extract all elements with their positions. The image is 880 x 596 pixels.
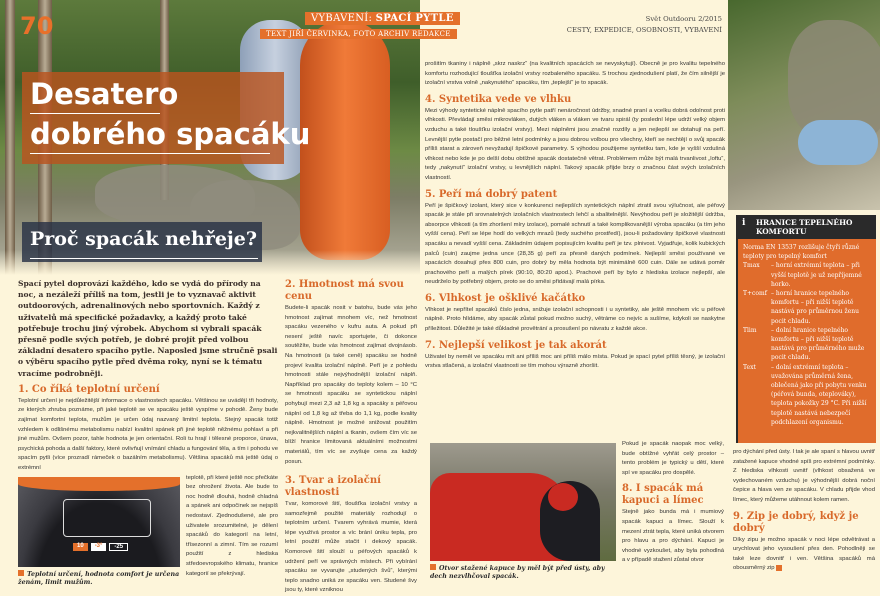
temperature-definition: – horní hranice tepelného komfortu – při nižší teplotě nastává pro průměrnou ženu pocit chladu.	[771, 290, 859, 325]
caption-label-photo	[18, 570, 180, 587]
section-heading: 5. Peří má dobrý patent	[425, 188, 558, 200]
info-box-intro: Norma EN 13537 rozlišuje čtyři různé teploty pro tepelný komfort	[743, 244, 860, 261]
section-text: Tvar, komorové šití, tloušťka izolační vrstvy a samozřejmě použité materiály rozhodují o teplotním určení. Tvarem vyhrává mumie, která lépe využívá prostor a víc brání úniku tepla, pro letní použití může stačit i dekový spacák. Komorové šití slouží u péřových spacáků k udržení peří ve správných místech. Při vybírání spacáku se vyvarujte „studených švů“, kterými teplo snadno uniká ze spacáku ven. Studené švy jsou ty, které vzniknou	[285, 501, 417, 594]
temperature-label-figure	[18, 477, 180, 587]
intro-paragraph: Spací pytel doprovází každého, kdo se vydá do přírody na noc, a nezáleží příliš na tom, jestli je to vyznavač aktivit outdoorových, adrenalinových nebo sportovních. Každý z uživatelů má specifické požadavky, a každý proto také potřebuje trochu jiný výrobek. Abychom si vybrali spacák přesně podle svých potřeb, je dobré projít před volbou základní desatero spacího pytle. Naposled jsme stručně psali o výběru spacího pytle před dvěma roky, nyní se k tématu vracíme podrobněji.	[18, 279, 278, 378]
info-box-comfort	[736, 215, 876, 443]
info-box-item	[743, 261, 871, 289]
section-text: Pokud je spacák naopak moc velký, bude obtížné vyhřát celý prostor – tento problém je typický u dětí, které spí ve spacáku pro dospělé.	[622, 441, 724, 476]
temperature-definition: – dolní hranice tepelného komfortu – při nižší teplotě nastává pro průměrného muže pocit chladu.	[771, 326, 865, 362]
comfort-value: 10	[73, 543, 88, 551]
temperature-key: Tmax	[743, 262, 760, 270]
temperature-key: Text	[743, 363, 756, 371]
caption-hood-photo	[430, 564, 616, 581]
limit-value: -3°	[91, 543, 107, 551]
section-name: SPACÍ PYTLE	[375, 13, 454, 24]
section-text: pro dýchání před ústy. I tak je ale spaní s hlavou uvnitř zatažené kapuce vhodné spíš pro extrémní podmínky. Z hlediska vlhkosti uvnitř (vlhkost obsažená ve vydechovaném vzduchu) je výhodnější dobrá noční čepice a hlava ven ze spacáku. V chladu přijde vhod límec, který můžeme utáhnout kolem ramen.	[733, 449, 875, 503]
section-text: Mezi výhody syntetické náplně spacího pytle patří nenáročnost údržby, snadné praní a vcelku dobrá odolnost proti vlhkosti. Převládají směsi mikrovláken, dutých vláken a vláken ve tvaru spirál (ty poslední lépe udrží velký objem vzduchu a také tloušťku izolační vrstvy). Mezi náplněmi jsou značné rozdíly a jen nejlepší se dotahují na peří. Levnější pytle postačí pro běžné letní podmínky a jsou dobrou volbou pro všechny, kteří se nechtějí o svůj spacák příliš starat a zároveň nevyžadují špičkové parametry. S výhodou použijeme syntetiku tam, kde je vyšší vzdušná vlhkost nebo kde je po delší dobu obtížné spacák dostatečně větrat. Problémem může být malá trvanlivost „loftu“, tedy „nakynutí“ izolační vrstvy, u levnějších náplní. Takový spacák přijde brzy o značnou část svých izolačních vlastností.	[425, 107, 725, 181]
section-heading: 6. Vlhkost je ošklivé kačátko	[425, 292, 586, 304]
end-mark-icon	[776, 565, 782, 571]
info-box-title: HRANICE TEPELNÉHO KOMFORTU	[756, 218, 853, 236]
credits: TEXT JIŘÍ ČERVINKA, FOTO ARCHIV REDAKCE	[260, 29, 457, 39]
info-box-item	[743, 289, 871, 326]
section-1-continued: teplotě, při které ještě noc přečkáte bez ohrožení života. Ale bude to noc hodně dlouhá, hodně chladná a spánek ani odpočinek se nejspíš nedostaví. Zjednodušené, ale pro uživatele srozumitelné, je dělení spacáků do kategorií na letní, třísezonní a zimní. Tím se rozumí použití z hlediska středoevropského klimatu, hranice kategorií se překrývají.	[186, 474, 278, 577]
extreme-value: -25	[109, 543, 128, 551]
title-line-2: dobrého spacáku	[30, 117, 311, 151]
section-text: Budete-li spacák nosit v batohu, bude vás jeho hmotnost zajímat mnohem víc, než hmotnost spacáku vezeného v kufru auta. A pokud při nesení ještě navíc sportujete, či dokonce soutěžíte, bude vás hmotnost zajímat dvojnásob. Na hmotnosti (a také ceně) spacáku se hodně projeví kvalita izolační náplně. Peří je z pohledu hmotnosti stále nejvýhodnější izolační náplň. Například pro spacáky do teploty kolem – 10 °C se hmotnosti spacáku se syntetickou náplní pohybují mezi 2,3 až 1,8 kg a spacáky s péřovou náplní od 1,8 kg až třeba do 1,1 kg, podle kvality náplně. Hmotnost je možné snižovat použitím nejkvalitnějších náplní a tkanin, ovšem čím víc se blíží hranice limitovaná aktuálními možnostmi materiálů, tím víc se zvyšuje cena za každý posun.	[285, 305, 417, 465]
section-heading: 3. Tvar a izolační vlastnosti	[285, 475, 381, 499]
temperature-key: Tlim	[743, 326, 757, 334]
column-1	[18, 278, 278, 587]
caption-text: Otvor stažené kapuce by měl být před ústy, aby dech nezvlhčoval spacák.	[430, 565, 605, 580]
page-number: 70	[20, 12, 54, 40]
section-heading: 2. Hmotnost má svou cenu	[285, 279, 404, 302]
title-line-1: Desatero	[30, 77, 179, 111]
section-heading: 1. Co říká teplotní určení	[18, 383, 160, 395]
article-subtitle: Proč spacák nehřeje?	[30, 228, 258, 250]
temperature-key: T+comf	[743, 290, 767, 298]
info-box-item	[743, 363, 871, 427]
section-heading: 8. I spacák má kapuci a límec	[622, 483, 704, 507]
magazine-header	[567, 14, 722, 36]
magazine-issue: Svět Outdooru 2/2015	[645, 15, 722, 23]
section-2	[285, 274, 417, 596]
hood-photo	[430, 443, 616, 561]
sleeping-bag-orange-image	[300, 20, 390, 260]
column-3-narrow	[622, 440, 724, 566]
section-prefix: VYBAVENÍ:	[311, 13, 373, 24]
section-text: Teplotní určení je nejdůležitější informace o vlastnostech spacáku. Většinou se uvádějí tři hodnoty, ze kterých zhruba poznáme, při jaké teplotě se ve spacáku ještě vyspíme v pohodě. Ženy bude zajímat komfortní teplota, mužům je určen údaj nazvaný limitní teplota. Stejný spacák totiž vzhledem k odlišnému metabolismu nabízí kvalitní spánek při jiné teplotě něžnému pohlaví a při jiné mužům. Ovšem pozor, tahle hodnota je jen orientační. Roli tu hrají i tělesné proporce, únava, psychická pohoda a další faktory, které ovlivňují vnímání chladu a fungování těla, a tím i pohodu ve spacím pytli (více prozradí rámeček o bazálním metabolismu). Většina spacáků má ještě údaj o extrémní	[18, 397, 278, 471]
article-title	[30, 74, 310, 154]
section-text: Stejně jako bunda má i mumiový spacák kapuci a límec. Slouží k mezení ztrát tepla, které uniká otvorem pro hlavu a pro dýchání. Kapuci je vhodné vyzkoušet, aby byla pohodlná a v případě stažení zůstal otvor	[622, 509, 724, 564]
caption-text: Teplotní určení, hodnota comfort je určena ženám, limit mužům.	[18, 570, 180, 586]
camp-photo	[728, 0, 880, 210]
section-text: Díky zipu je možno spacák v noci lépe odvětrávat a urychlovat jeho vysoušení přes den. Pohodlněji se také leze dovnitř i ven. Většina spacáků má obousměrný zip	[733, 536, 875, 572]
section-heading: 7. Nejlepší velikost je tak akorát	[425, 339, 607, 351]
info-icon: i	[742, 218, 746, 228]
column-4	[733, 448, 875, 574]
section-tag	[305, 12, 460, 25]
section-text: Uživatel by neměl ve spacáku mít ani příliš moc ani příliš málo místa. Pokud je spací pytel příliš těsný, je izolační vrstva stlačená, a izolační vlastnosti se tím mohou výrazně zhoršit.	[425, 353, 725, 370]
section-text: Vlhkost je nepřítel spacáků číslo jedna, snižuje izolační schopnosti i u syntetiky, ale ještě mnohem víc u péřové náplně. Proto hlídáme, aby spacák zůstal pokud možno suchý, větráme co nejvíc a sušíme, kdykoli se naskytne příležitost. Důležité je také důkladné provětrání a prosušení po návratu z každé akce.	[425, 306, 725, 333]
section-3-continued: prošitím tkaniny i náplně „skrz naskrz“ (na kvalitních spacácích se nevyskytují). Obecně je pro kvalitu tepelného komfortu rozhodující tloušťka izolační vrstvy rozbaleného spacáku. S trochou zjednodušení platí, že čím silnější je izolační vrstva volně „nakynutého“ spacáku, tím „teplejší“ je to spacák.	[425, 61, 725, 87]
section-text: Peří je špičkový izolant, který sice v konkurenci nejlepších syntetických náplní ztratil svou výlučnost, ale péřový spacák je stále při srovnatelných izolačních vlastnostech lehčí a sbalitelnější. Nevýhodou peří je složitější údržba, absorpce vlhkosti (a tím zhoršení míry izolace), pomalé schnutí a také komplikovanější výroba spacáku (a tím jeho vyšší cena). Peří se lépe hodí do velkých mrazů (tedy suchého prostředí), jsou-li požadovány špičkové vlastnosti spacáku a nevadí vyšší cena. Základním údajem popisujícím kvalitu peří je tzv. plnivost. Vyjadřuje, kolik kubických palců (cuin) zaujme jedna unce (28,35 g) peří za přesně daných podmínek. Nejlepší směsi používané ve spacácích dosahují přes 800 cuin, pro dobrý by měla hodnota být minimálně 600 cuin. Dále se udává poměr prachového peří a malých pírek (90:10, 80:20 apod.). Prachové peří by bylo z hlediska izolace nejlepší, ale neudrželo by potřebný objem, proto se do směsi přidávají malá pírka.	[425, 202, 725, 286]
temperature-definition: – horní extrémní teplota – při vyšší teplotě je už nepříjemné horko.	[771, 262, 862, 288]
temperature-label-photo	[18, 477, 180, 567]
info-box-item	[743, 326, 871, 363]
temperature-definition: – dolní extrémní teplota – uvažována průměrná žena, oblečená jako při pobytu venku (péřová bunda, oteplováky), teplota pokožky 29 °C. Při nižší teplotě nastává nebezpečí podchlazení organismu.	[771, 363, 867, 426]
magazine-topics: CESTY, EXPEDICE, OSOBNOSTI, VYBAVENÍ	[566, 26, 722, 34]
section-heading: 9. Zip je dobrý, když je dobrý	[733, 510, 859, 534]
info-box-header	[738, 215, 876, 239]
section-1	[18, 384, 278, 474]
column-3	[425, 60, 725, 372]
section-heading: 4. Syntetika vede ve vlhku	[425, 93, 572, 105]
